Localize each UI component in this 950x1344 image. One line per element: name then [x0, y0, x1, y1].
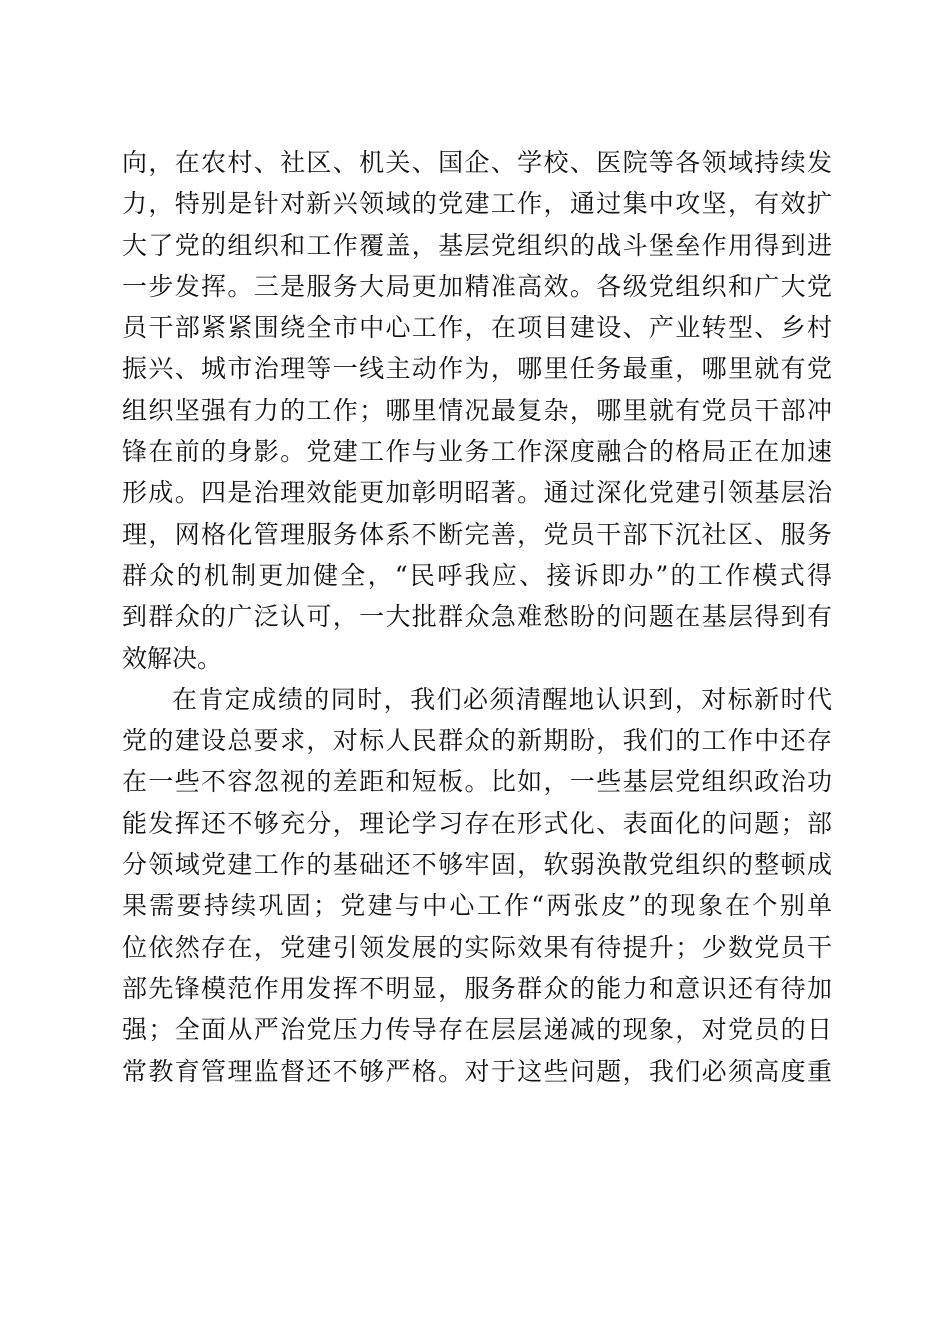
text-line: 在一些不容忽视的差距和短板。比如，一些基层党组织政治功	[122, 767, 832, 797]
text-line: 组织坚强有力的工作；哪里情况最复杂，哪里就有党员干部冲	[122, 395, 832, 425]
text-line: 形成。四是治理效能更加彰明昭著。通过深化党建引领基层治	[122, 478, 832, 508]
text-line: 大了党的组织和工作覆盖，基层党组织的战斗堡垒作用得到进	[122, 230, 832, 260]
text-line: 能发挥还不够充分，理论学习存在形式化、表面化的问题；部	[122, 808, 832, 838]
text-line: 分领域党建工作的基础还不够牢固，软弱涣散党组织的整顿成	[122, 850, 832, 880]
text-line: 强；全面从严治党压力传导存在层层递减的现象，对党员的日	[122, 1015, 832, 1045]
text-line: 果需要持续巩固；党建与中心工作“两张皮”的现象在个别单	[122, 891, 832, 921]
text-line: 员干部紧紧围绕全市中心工作，在项目建设、产业转型、乡村	[122, 313, 832, 343]
text-line: 理，网格化管理服务体系不断完善，党员干部下沉社区、服务	[122, 519, 832, 549]
paragraph-achievements	[122, 142, 832, 679]
text-line: 锋在前的身影。党建工作与业务工作深度融合的格局正在加速	[122, 437, 832, 467]
body-text	[122, 142, 832, 1092]
text-line: 在肯定成绩的同时，我们必须清醒地认识到，对标新时代	[172, 684, 832, 714]
text-line: 常教育管理监督还不够严格。对于这些问题，我们必须高度重	[122, 1056, 832, 1086]
text-line: 振兴、城市治理等一线主动作为，哪里任务最重，哪里就有党	[122, 354, 832, 384]
text-line: 向，在农村、社区、机关、国企、学校、医院等各领域持续发	[122, 148, 832, 177]
text-line: 力，特别是针对新兴领域的党建工作，通过集中攻坚，有效扩	[122, 189, 832, 219]
text-line: 群众的机制更加健全，“民呼我应、接诉即办”的工作模式得	[122, 560, 832, 590]
text-line: 部先锋模范作用发挥不明显，服务群众的能力和意识还有待加	[122, 973, 832, 1003]
text-line: 党的建设总要求，对标人民群众的新期盼，我们的工作中还存	[122, 726, 832, 756]
paragraph-shortcomings	[122, 679, 832, 1092]
text-line: 到群众的广泛认可，一大批群众急难愁盼的问题在基层得到有	[122, 602, 832, 632]
text-line: 位依然存在，党建引领发展的实际效果有待提升；少数党员干	[122, 932, 832, 962]
text-line: 一步发挥。三是服务大局更加精准高效。各级党组织和广大党	[122, 271, 832, 301]
text-line: 效解决。	[122, 643, 223, 673]
